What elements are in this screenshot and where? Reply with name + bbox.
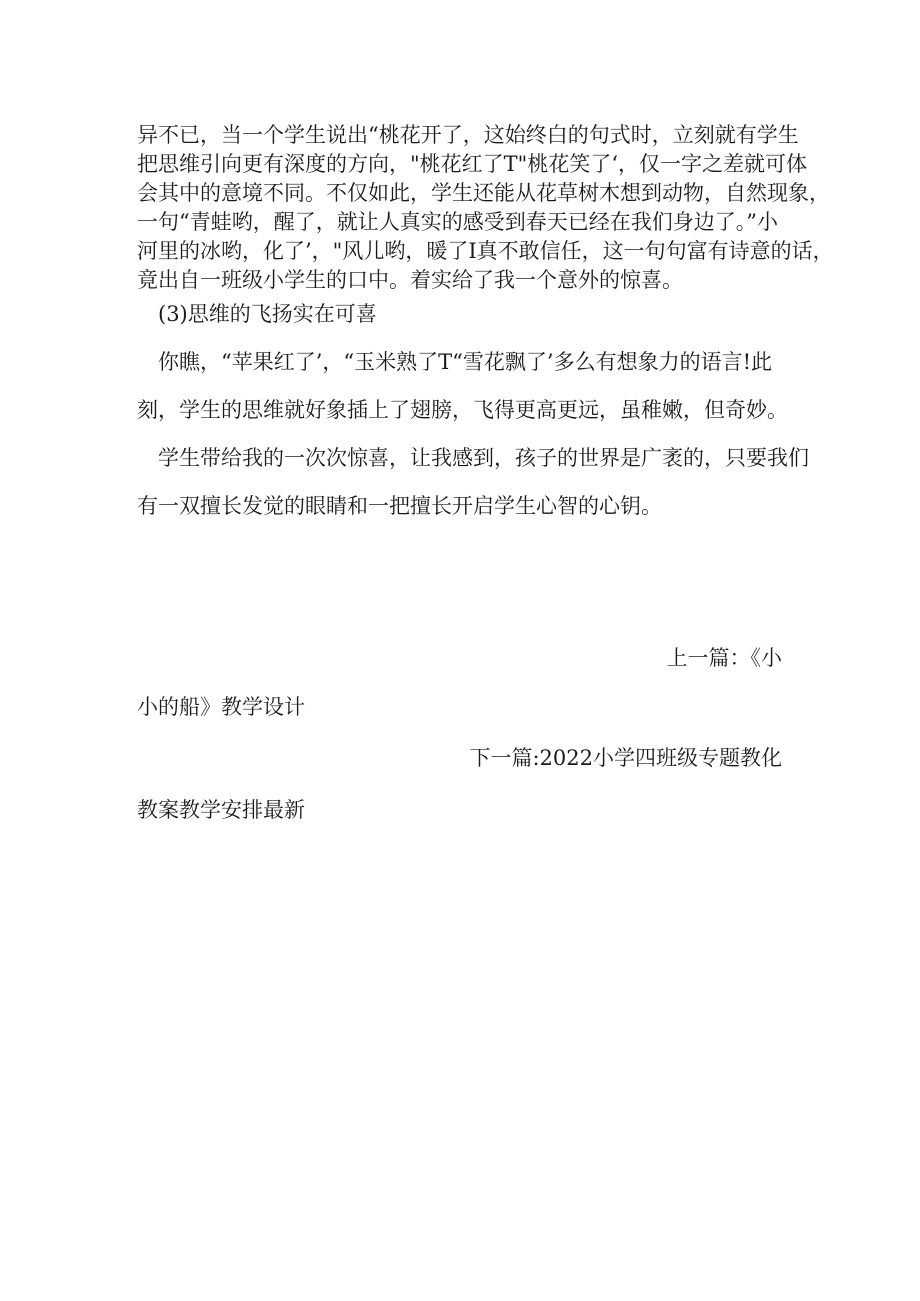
paragraph-line: 你瞧，“苹果红了’，“玉米熟了T“雪花飘了’多么有想象力的语言!此 (158, 350, 773, 374)
paragraph-line: 一句“青蛙哟，醒了，就让人真实的感受到春天已经在我们身边了。”小 (137, 210, 778, 234)
next-article-link-continued[interactable]: 教案教学安排最新 (137, 798, 305, 822)
next-article-link[interactable]: 下一篇:2022小学四班级专题教化 (469, 746, 782, 770)
paragraph-line: 把思维引向更有深度的方向，"桃花红了T"桃花笑了‘，仅一字之差就可体 (137, 152, 807, 176)
prev-article-link[interactable]: 上一篇：《小 (666, 646, 782, 670)
paragraph-line: 河里的冰哟，化了’，"风儿哟，暖了I真不敢信任，这一句句富有诗意的话， (137, 239, 834, 263)
paragraph-line: 学生带给我的一次次惊喜，让我感到，孩子的世界是广袤的，只要我们 (158, 446, 809, 470)
paragraph-line: 有一双擅长发觉的眼睛和一把擅长开启学生心智的心钥。 (137, 494, 662, 518)
paragraph-line: 异不已，当一个学生说出“桃花开了，这始终白的句式时，立刻就有学生 (137, 123, 799, 147)
paragraph-line: 刻，学生的思维就好象插上了翅膀，飞得更高更远，虽稚嫩，但奇妙。 (137, 398, 788, 422)
paragraph-line: 会其中的意境不同。不仅如此，学生还能从花草树木想到动物，自然现象， (137, 181, 830, 205)
prev-article-link-continued[interactable]: 小的船》教学设计 (137, 695, 305, 719)
section-heading: (3)思维的飞扬实在可喜 (158, 302, 377, 326)
paragraph-line: 竟出自一班级小学生的口中。着实给了我一个意外的惊喜。 (137, 268, 683, 292)
